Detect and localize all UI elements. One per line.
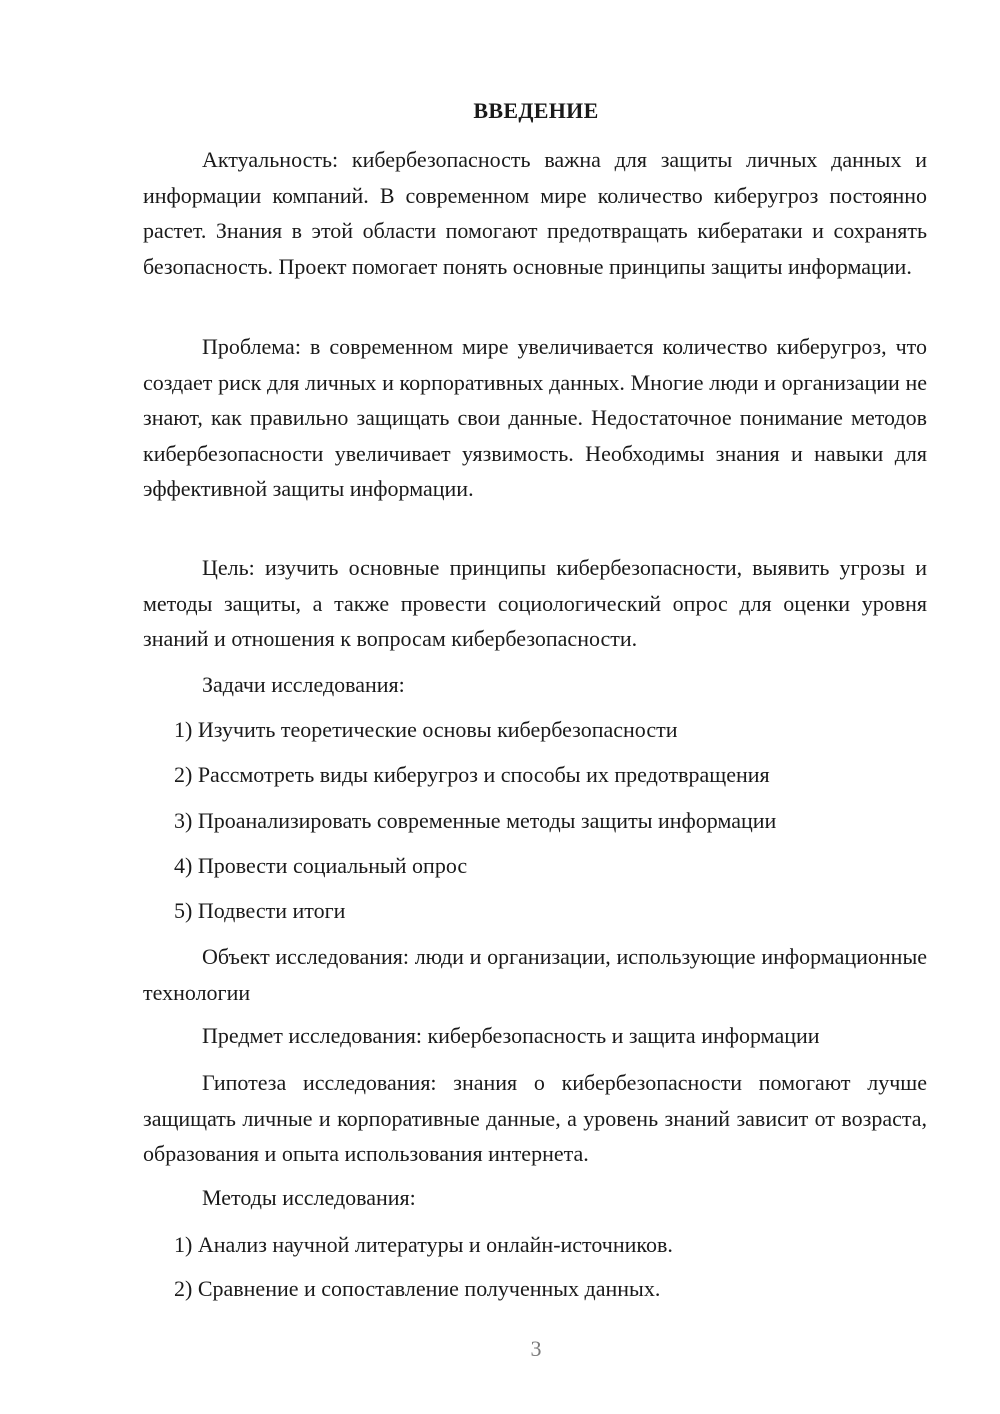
tasks-heading: Задачи исследования: [202, 672, 405, 697]
methods-heading: Методы исследования: [202, 1185, 416, 1210]
task-item: 2) Рассмотреть виды киберугроз и способы их предотвращения [174, 762, 770, 787]
section-title: ВВЕДЕНИЕ [473, 98, 599, 123]
object-paragraph: Объект исследования: люди и организации, использующие информационные технологии [143, 944, 927, 1005]
task-item: 5) Подвести итоги [174, 898, 346, 923]
task-item: 3) Проанализировать современные методы защиты информации [174, 808, 777, 833]
subject-line: Предмет исследования: кибербезопасность и защита информации [202, 1023, 820, 1048]
page-number: 3 [530, 1336, 542, 1361]
task-item: 1) Изучить теоретические основы кибербезопасности [174, 717, 678, 742]
method-item: 2) Сравнение и сопоставление полученных данных. [174, 1276, 661, 1301]
relevance-paragraph: Актуальность: кибербезопасность важна для защиты личных данных и информации компаний. В современном мире количество киберугроз постоянно растет. Знания в этой области помогают предотвращать кибератаки и сохранять безопасность. Проект помогает понять основные принципы защиты информации. [143, 147, 927, 279]
method-item: 1) Анализ научной литературы и онлайн-источников. [174, 1232, 673, 1257]
task-item: 4) Провести социальный опрос [174, 853, 468, 878]
hypothesis-paragraph: Гипотеза исследования: знания о кибербезопасности помогают лучше защищать личные и корпоративные данные, а уровень знаний зависит от возраста, образования и опыта использования интернета. [143, 1070, 927, 1166]
problem-paragraph: Проблема: в современном мире увеличивается количество киберугроз, что создает риск для личных и корпоративных данных. Многие люди и организации не знают, как правильно защищать свои данные. Недостаточное понимание методов кибербезопасности увеличивает уязвимость. Необходимы знания и навыки для эффективной защиты информации. [143, 334, 927, 501]
goal-paragraph: Цель: изучить основные принципы кибербезопасности, выявить угрозы и методы защиты, а также провести социологический опрос для оценки уровня знаний и отношения к вопросам кибербезопасности. [143, 555, 927, 651]
